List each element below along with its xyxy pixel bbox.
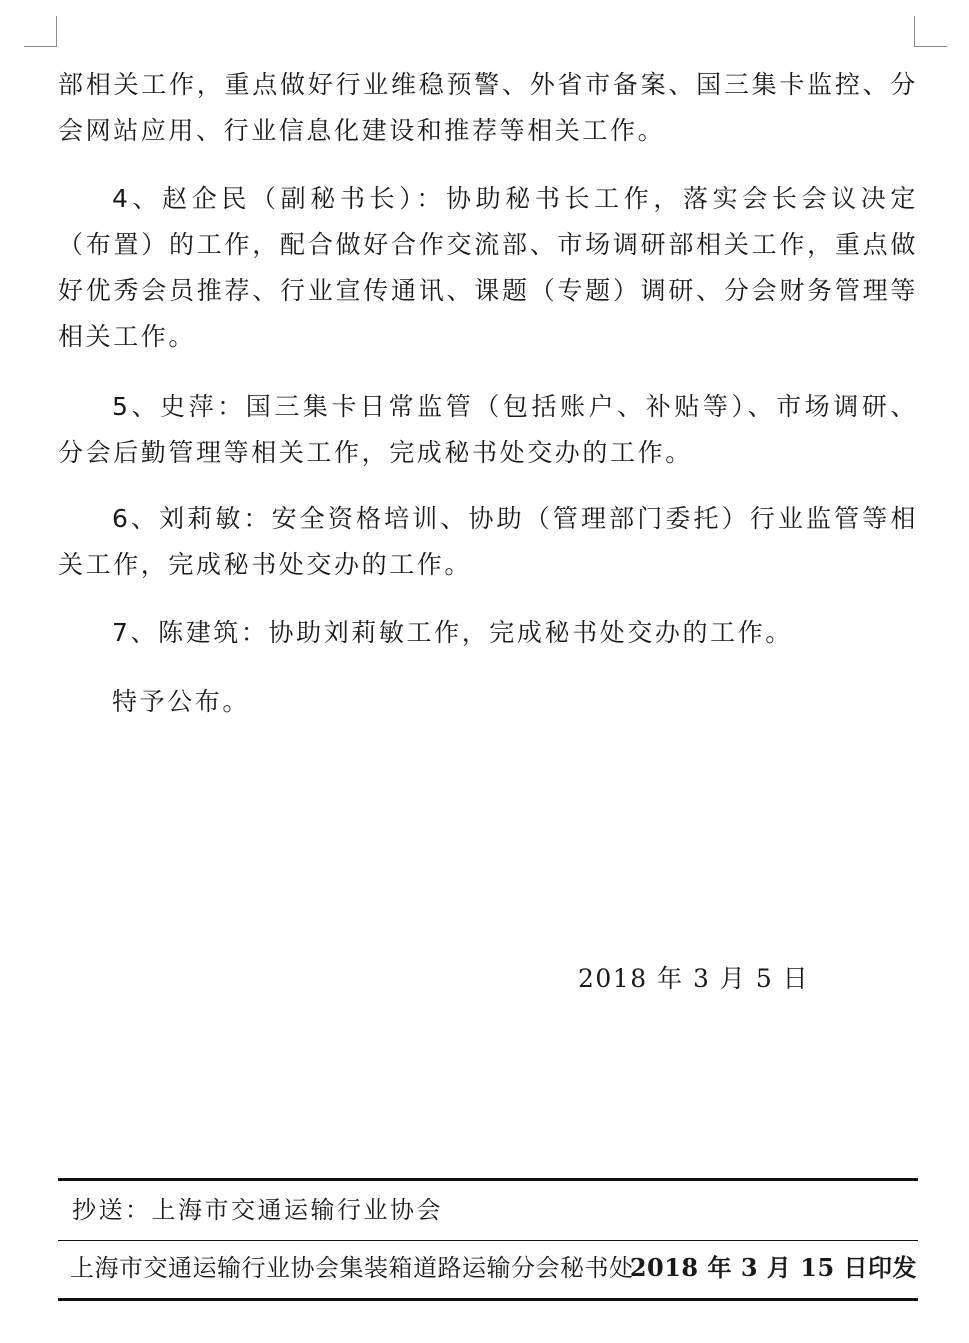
crop-mark-top-left bbox=[24, 16, 57, 47]
issuer-name: 上海市交通运输行业协会集装箱道路运输分会秘书处 bbox=[70, 1254, 634, 1282]
paragraph-closing: 特予公布。 bbox=[112, 687, 251, 716]
footer-rule-top bbox=[58, 1178, 918, 1181]
paragraph-item-5: 5、史萍：国三集卡日常监管（包括账户、补贴等）、市场调研、分会后勤管理等相关工作，完成秘书处交办的工作。 bbox=[58, 392, 918, 467]
paragraph-continuation: 部相关工作，重点做好行业维稳预警、外省市备案、国三集卡监控、分会网站应用、行业信息化建设和推荐等相关工作。 bbox=[58, 70, 918, 145]
footer-rule-middle bbox=[58, 1240, 918, 1241]
crop-mark-top-right bbox=[914, 16, 947, 47]
issued-date: 2018 年 3 月 15 日印发 bbox=[629, 1253, 917, 1282]
footer-rule-bottom bbox=[58, 1298, 918, 1301]
paragraph-item-7: 7、陈建筑：协助刘莉敏工作，完成秘书处交办的工作。 bbox=[112, 618, 793, 647]
cc-line: 抄送：上海市交通运输行业协会 bbox=[72, 1196, 443, 1224]
paragraph-item-6: 6、刘莉敏：安全资格培训、协助（管理部门委托）行业监管等相关工作，完成秘书处交办的工作。 bbox=[58, 504, 918, 579]
paragraph-item-4: 4、赵企民（副秘书长）：协助秘书长工作，落实会长会议决定（布置）的工作，配合做好合作交流部、市场调研部相关工作，重点做好优秀会员推荐、行业宣传通讯、课题（专题）调研、分会财务管理等相关工作。 bbox=[58, 184, 918, 351]
signature-date: 2018 年 3 月 5 日 bbox=[578, 964, 810, 993]
